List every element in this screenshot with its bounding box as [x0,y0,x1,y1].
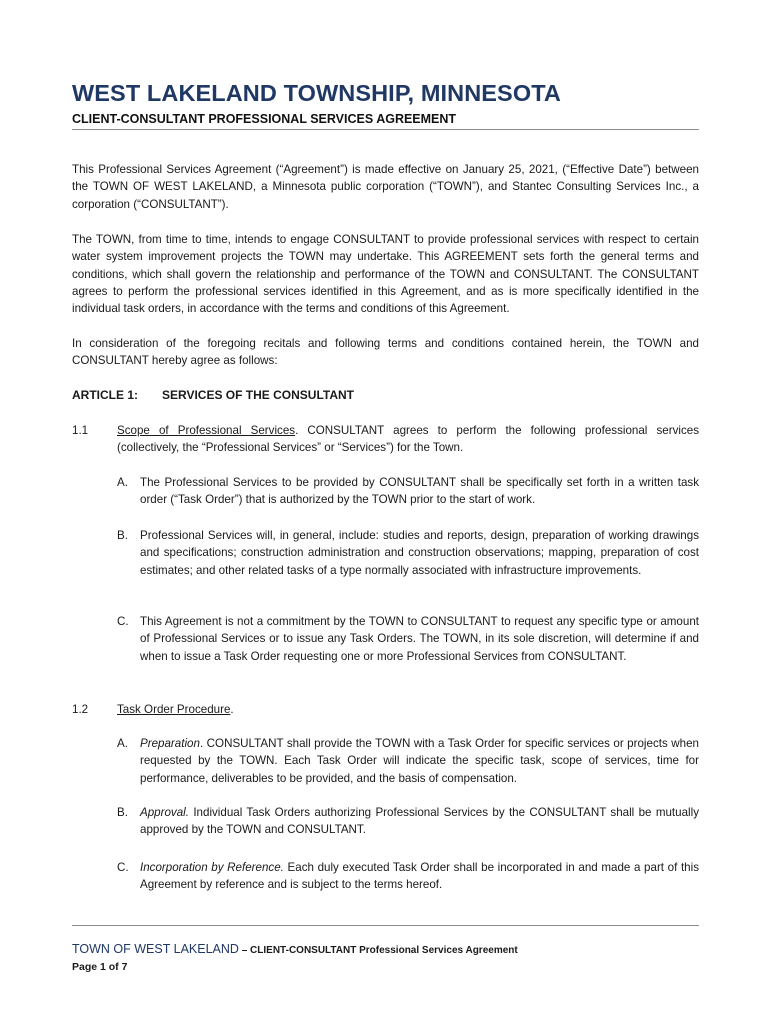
header-divider [72,129,699,130]
section-heading: Task Order Procedure [117,703,231,716]
list-item-text: . CONSULTANT shall provide the TOWN with a Task Order for specific services or projects when requested by the TOWN. Each Task Order will indicate the specific task, scope of services, time for performance, deliverables to be provided, and the basis of compensation. [140,737,699,785]
article-heading [72,388,354,402]
list-item-letter: C. [117,861,129,874]
section-number: 1.2 [72,703,89,716]
list-item [117,527,699,579]
footer-document-name: – CLIENT-CONSULTANT Professional Services Agreement [238,945,518,956]
section-body: . CONSULTANT agrees to perform the following professional services (collectively, the “Professional Services” or “Services”) for the Town. [117,424,699,455]
section-1-1-text [117,422,699,457]
intro-paragraph-3: In consideration of the foregoing recitals and following terms and conditions contained herein, the TOWN and CONSULTANT hereby agree as follows: [72,337,699,368]
document-subtitle: CLIENT-CONSULTANT PROFESSIONAL SERVICES AGREEMENT [72,112,457,126]
article-title: SERVICES OF THE CONSULTANT [162,388,355,402]
section-heading: Scope of Professional Services [117,424,296,437]
list-item-text: The Professional Services to be provided by CONSULTANT shall be specifically set forth in a written task order (“Task Order”) that is authorized by the TOWN prior to the start of work. [140,476,699,507]
list-item-letter: A. [117,476,128,489]
list-item-text: Each duly executed Task Order shall be incorporated in and made a part of this Agreement by reference and is subject to the terms hereof. [140,861,699,892]
section-heading-suffix: . [230,703,234,716]
list-item-text: Individual Task Orders authorizing Professional Services by the CONSULTANT shall be mutually approved by the TOWN and CONSULTANT. [140,806,699,837]
article-number: ARTICLE 1: [72,388,138,402]
list-item [117,613,699,665]
list-item [117,804,699,839]
page-number: Page 1 of 7 [72,961,128,973]
intro-paragraph-2: The TOWN, from time to time, intends to engage CONSULTANT to provide professional services with respect to certain water system improvement projects the TOWN may undertake. This AGREEMENT sets forth the general terms and conditions, which shall govern the relationship and performance of the TOWN and CONSULTANT. The CONSULTANT agrees to perform the professional services identified in this Agreement, and as is more specifically identified in the individual task orders, in accordance with the terms and conditions of this Agreement. [72,233,699,316]
list-item [117,735,699,787]
list-item [117,859,699,894]
list-item-lead: Incorporation by Reference. [140,861,284,874]
list-item-letter: C. [117,615,129,628]
document-title: WEST LAKELAND TOWNSHIP, MINNESOTA [72,80,561,106]
list-item-text: Professional Services will, in general, include: studies and reports, design, preparation of working drawings and specifications; construction administration and construction observations; mapping, preparation of cost estimates; and other related tasks of a type normally associated with infrastructure improvements. [140,529,699,577]
list-item-letter: A. [117,737,128,750]
list-item-letter: B. [117,806,128,819]
section-number: 1.1 [72,424,89,437]
list-item-text: This Agreement is not a commitment by the TOWN to CONSULTANT to request any specific type or amount of Professional Services or to issue any Task Orders. The TOWN, in its sole discretion, will determine if and when to issue a Task Order requesting one or more Professional Services from CONSULTANT. [140,615,699,663]
list-item-lead: Approval. [140,806,189,819]
list-item [117,474,699,509]
footer-divider [72,925,699,926]
page-footer [72,940,518,958]
intro-paragraph-1: This Professional Services Agreement (“Agreement”) is made effective on January 25, 2021, (“Effective Date”) between the TOWN OF WEST LAKELAND, a Minnesota public corporation (“TOWN”), and Stantec Consulting Services Inc., a corporation (“CONSULTANT”). [72,163,699,211]
footer-organization: TOWN OF WEST LAKELAND [72,942,239,956]
section-1-2-text [117,701,699,718]
list-item-letter: B. [117,529,128,542]
list-item-lead: Preparation [140,737,200,750]
